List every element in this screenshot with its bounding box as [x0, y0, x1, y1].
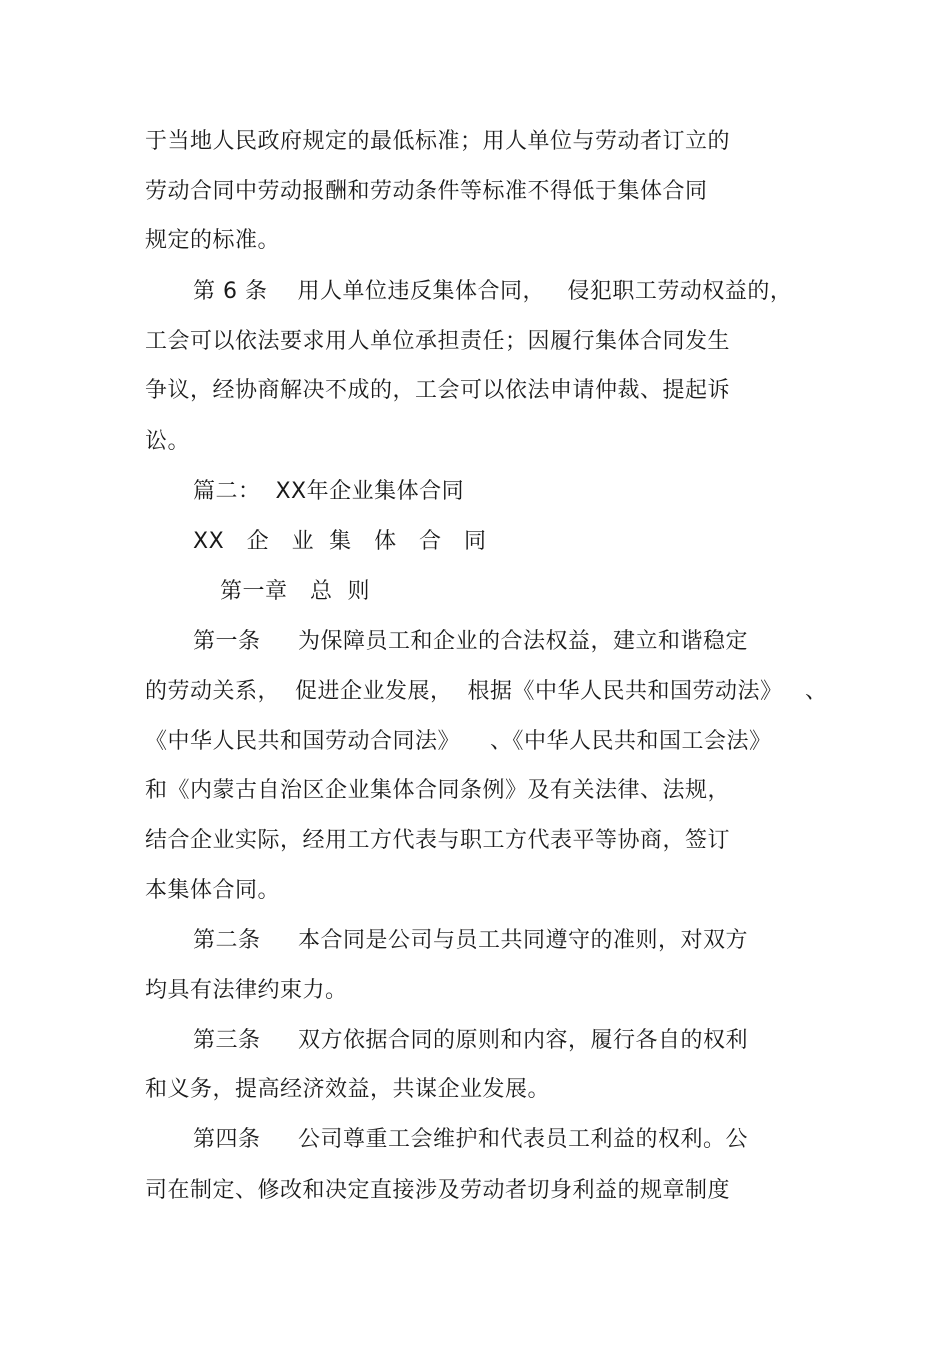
- text-line: 和《内蒙古自治区企业集体合同条例》及有关法律、法规，: [145, 778, 731, 803]
- text-line: 均具有法律约束力。: [145, 978, 348, 1003]
- text-line: 的劳动关系， 促进企业发展， 根据《中华人民共和国劳动法》 、: [145, 679, 828, 704]
- text-line: 和义务，提高经济效益，共谋企业发展。: [145, 1077, 551, 1102]
- article-heading-line: 第 6 条 用人单位违反集体合同， 侵犯职工劳动权益的，: [193, 279, 793, 304]
- text-line: 本集体合同。: [145, 878, 281, 903]
- text-line: 结合企业实际，经用工方代表与职工方代表平等协商，签订: [145, 828, 731, 853]
- text-line: 争议，经协商解决不成的，工会可以依法申请仲裁、提起诉: [145, 378, 731, 403]
- text-line: 劳动合同中劳动报酬和劳动条件等标准不得低于集体合同: [145, 179, 708, 204]
- contract-title: XX 企 业 集 体 合 同: [193, 529, 487, 554]
- text-line: 讼。: [145, 429, 191, 454]
- text-line: 规定的标准。: [145, 228, 281, 253]
- text-line: 于当地人民政府规定的最低标准；用人单位与劳动者订立的: [145, 129, 731, 154]
- text-line: 《中华人民共和国劳动合同法》 、《中华人民共和国工会法》: [145, 729, 772, 754]
- article-heading-line: 第一条 为保障员工和企业的合法权益，建立和谐稳定: [193, 629, 748, 654]
- section-heading: 篇二： XX年企业集体合同: [193, 479, 465, 504]
- chapter-heading: 第一章 总 则: [220, 579, 370, 604]
- text-line: 工会可以依法要求用人单位承担责任；因履行集体合同发生: [145, 329, 731, 354]
- article-heading-line: 第二条 本合同是公司与员工共同遵守的准则，对双方: [193, 928, 748, 953]
- text-line: 司在制定、修改和决定直接涉及劳动者切身利益的规章制度: [145, 1178, 731, 1203]
- article-heading-line: 第三条 双方依据合同的原则和内容，履行各自的权利: [193, 1028, 748, 1053]
- article-heading-line: 第四条 公司尊重工会维护和代表员工利益的权利。公: [193, 1127, 748, 1152]
